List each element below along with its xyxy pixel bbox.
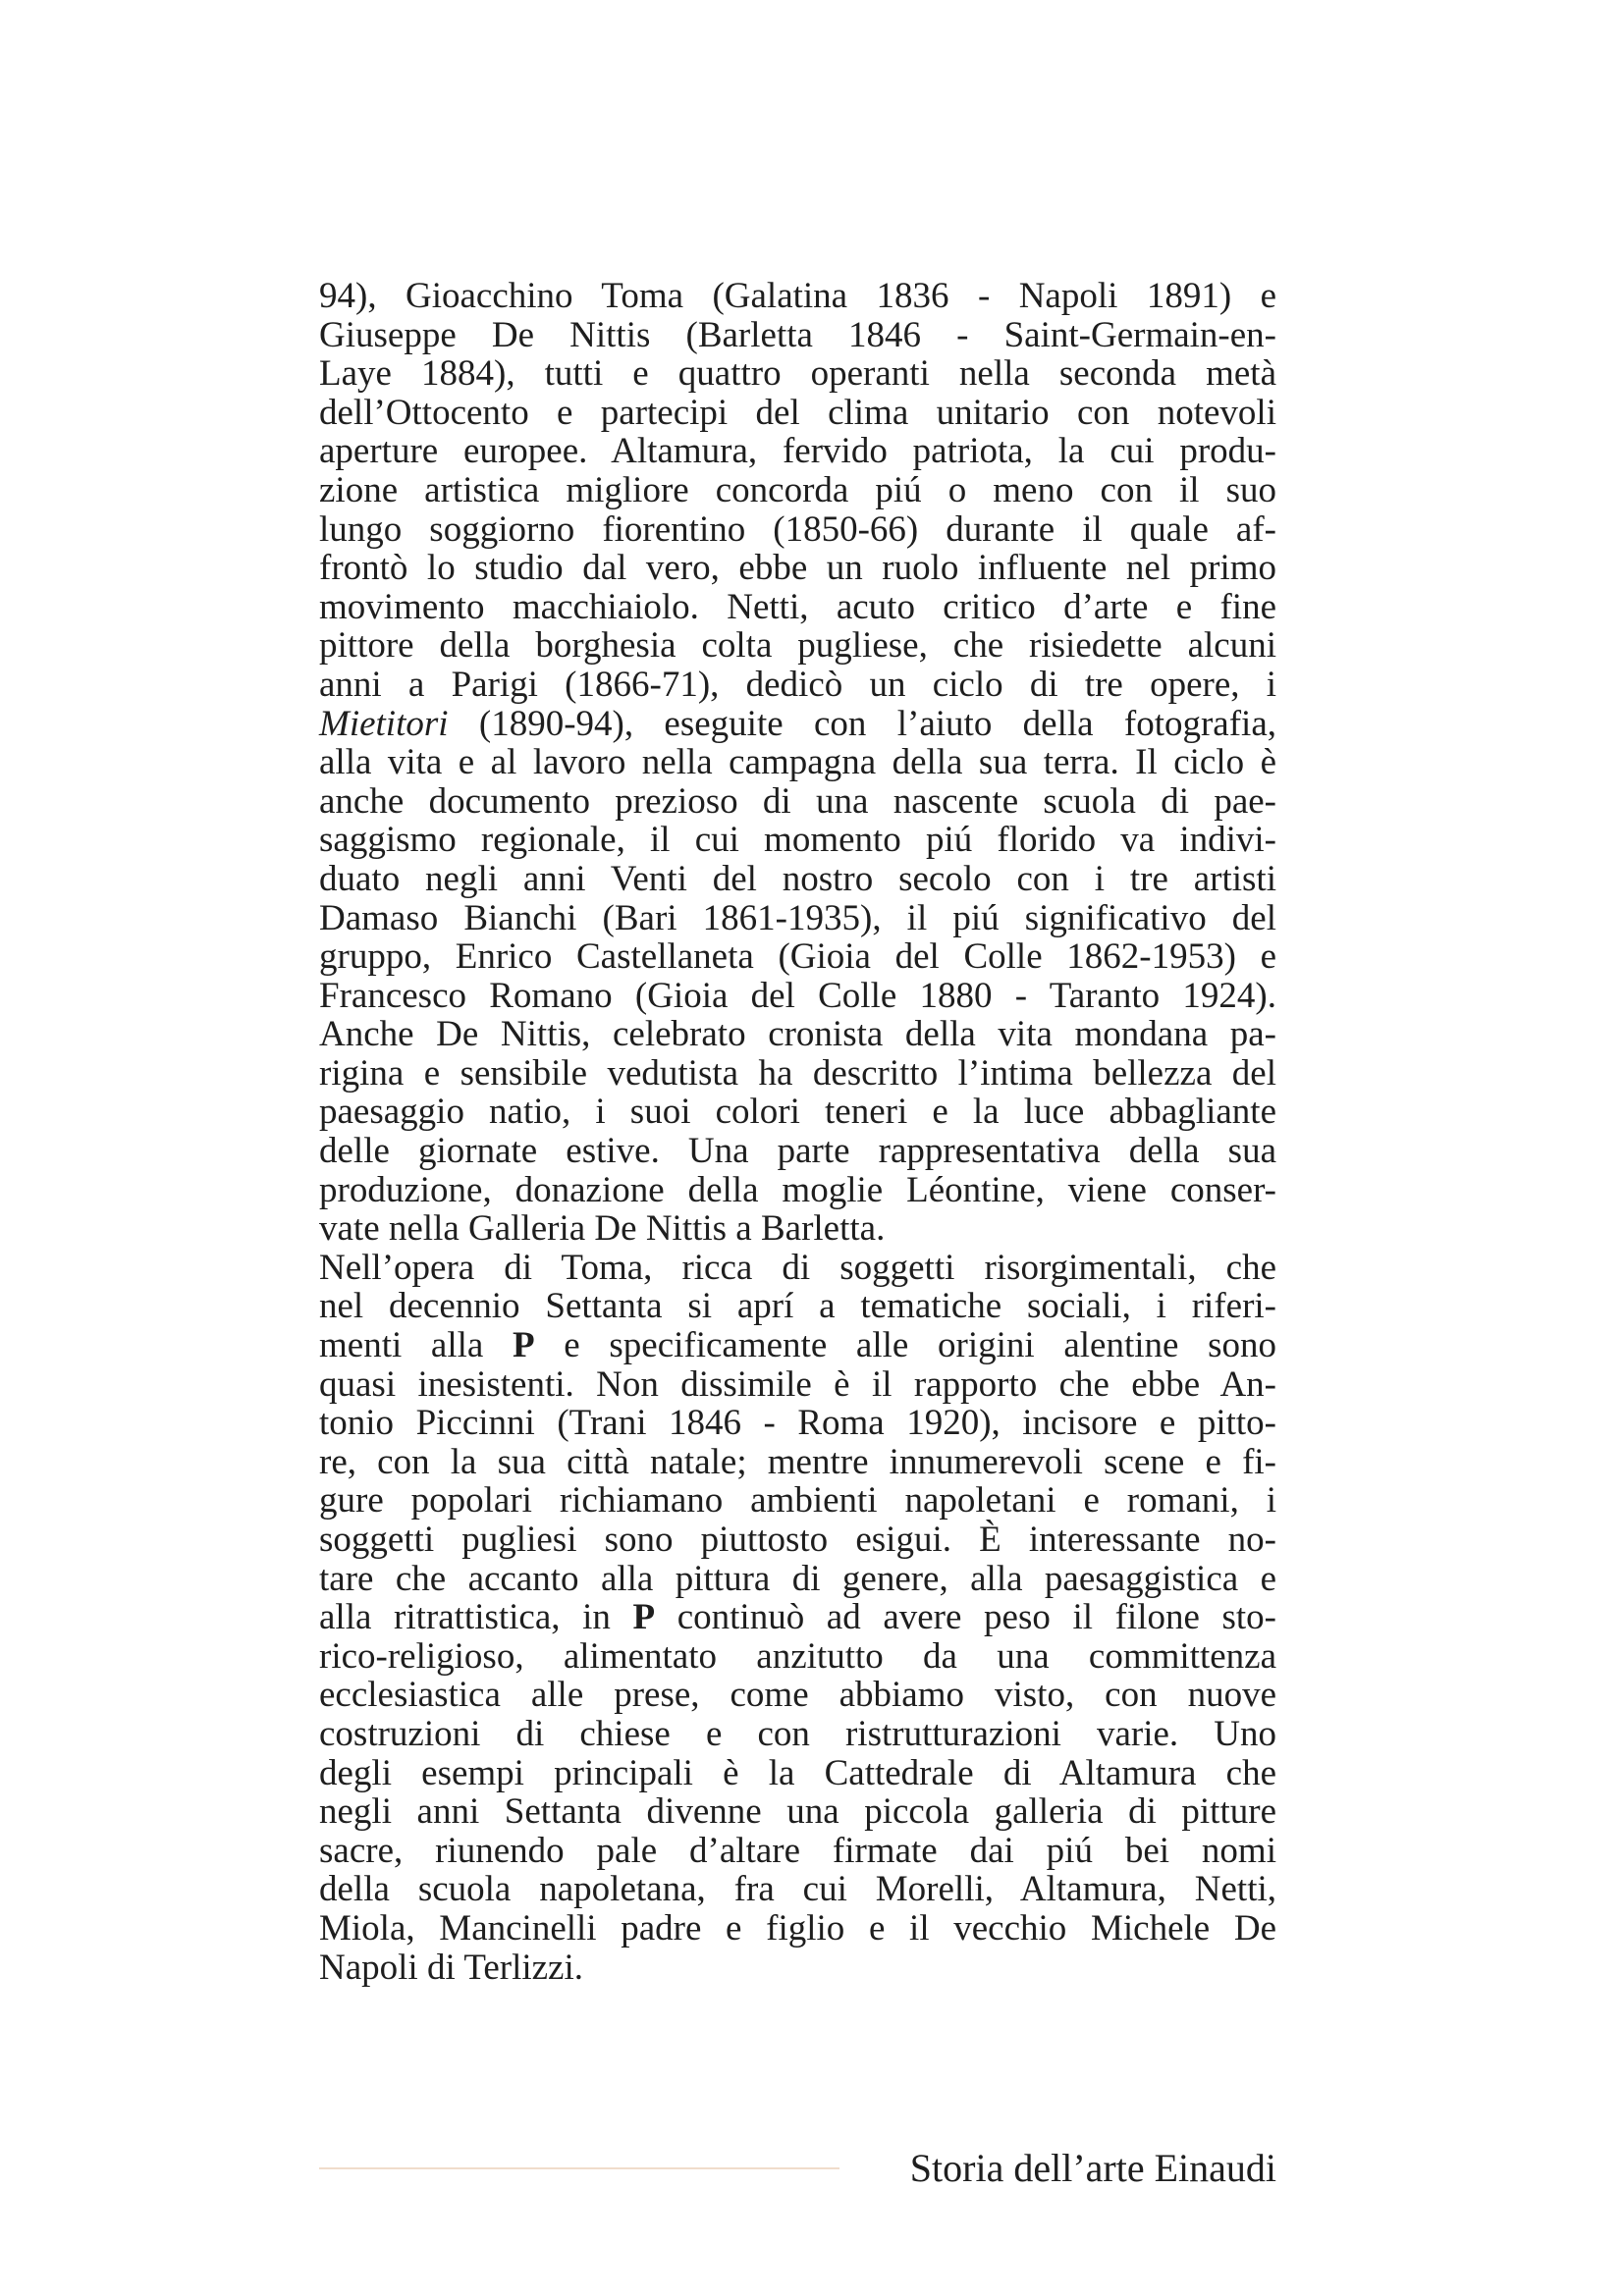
text-line: gruppo, Enrico Castellaneta (Gioia del Colle 1862-1953) e xyxy=(319,936,1276,978)
bold-abbreviation: P xyxy=(632,1597,656,1638)
text-line: nel decennio Settanta si aprí a tematiche sociali, i riferi- xyxy=(319,1286,1276,1327)
text-line xyxy=(319,1598,1276,1637)
text-line: rico-religioso, alimentato anzitutto da una committenza xyxy=(319,1635,1276,1677)
italic-title: Mietitori xyxy=(319,703,449,744)
text-line: Anche De Nittis, celebrato cronista della vita mondana pa- xyxy=(319,1014,1276,1055)
text-segment: continuò ad avere peso il filone sto- xyxy=(655,1597,1277,1638)
body-text xyxy=(319,277,1276,1987)
text-line: dell’Ottocento e partecipi del clima unitario con notevoli xyxy=(319,392,1276,433)
footer-divider xyxy=(319,2167,839,2169)
text-line: Miola, Mancinelli padre e figlio e il vecchio Michele De xyxy=(319,1907,1276,1949)
text-line: duato negli anni Venti del nostro secolo con i tre artisti xyxy=(319,858,1276,899)
text-line xyxy=(319,705,1276,744)
text-line: movimento macchiaiolo. Netti, acuto critico d’arte e fine xyxy=(319,586,1276,627)
text-line: vate nella Galleria De Nittis a Barletta. xyxy=(319,1208,886,1250)
text-line: frontò lo studio dal vero, ebbe un ruolo influente nel primo xyxy=(319,548,1276,589)
text-segment: menti alla xyxy=(319,1325,514,1366)
text-line: gure popolari richiamano ambienti napoletani e romani, i xyxy=(319,1480,1276,1522)
text-line: Francesco Romano (Gioia del Colle 1880 - Taranto 1924). xyxy=(319,975,1276,1016)
text-line: zione artistica migliore concorda piú o meno con il suo xyxy=(319,469,1276,510)
bold-abbreviation: P xyxy=(513,1325,535,1366)
text-line: Napoli di Terlizzi. xyxy=(319,1947,584,1988)
text-line: tare che accanto alla pittura di genere, alla paesaggistica e xyxy=(319,1558,1276,1599)
text-segment: e specificamente alle origini alentine sono xyxy=(534,1325,1276,1366)
text-line: aperture europee. Altamura, fervido patriota, la cui produ- xyxy=(319,431,1276,472)
text-line: saggismo regionale, il cui momento piú florido va indivi- xyxy=(319,820,1276,861)
text-line: Nell’opera di Toma, ricca di soggetti risorgimentali, che xyxy=(319,1247,1276,1288)
text-line: della scuola napoletana, fra cui Morelli, Altamura, Netti, xyxy=(319,1869,1276,1910)
text-line: re, con la sua città natale; mentre innumerevoli scene e fi- xyxy=(319,1441,1276,1482)
text-line: pittore della borghesia colta pugliese, che risiedette alcuni xyxy=(319,625,1276,667)
text-line: anche documento prezioso di una nascente scuola di pae- xyxy=(319,780,1276,822)
text-line: 94), Gioacchino Toma (Galatina 1836 - Napoli 1891) e xyxy=(319,276,1276,316)
text-line: tonio Piccinni (Trani 1846 - Roma 1920), incisore e pitto- xyxy=(319,1403,1276,1444)
text-line: negli anni Settanta divenne una piccola galleria di pitture xyxy=(319,1791,1276,1833)
text-line: rigina e sensibile vedutista ha descritto l’intima bellezza del xyxy=(319,1052,1276,1094)
text-line: sacre, riunendo pale d’altare firmate dai piú bei nomi xyxy=(319,1830,1276,1871)
text-line: quasi inesistenti. Non dissimile è il rapporto che ebbe An- xyxy=(319,1363,1276,1405)
footer-publication-title: Storia dell’arte Einaudi xyxy=(909,2146,1276,2190)
text-line: anni a Parigi (1866-71), dedicò un ciclo di tre opere, i xyxy=(319,664,1276,705)
text-line: alla vita e al lavoro nella campagna della sua terra. Il ciclo è xyxy=(319,742,1276,783)
text-line: costruzioni di chiese e con ristrutturazioni varie. Uno xyxy=(319,1713,1276,1754)
text-line: lungo soggiorno fiorentino (1850-66) durante il quale af- xyxy=(319,508,1276,550)
text-line xyxy=(319,1326,1276,1365)
text-line: produzione, donazione della moglie Léontine, viene conser- xyxy=(319,1169,1276,1210)
text-line: paesaggio natio, i suoi colori teneri e la luce abbagliante xyxy=(319,1092,1276,1133)
text-line: delle giornate estive. Una parte rappresentativa della sua xyxy=(319,1131,1276,1172)
text-line: Damaso Bianchi (Bari 1861-1935), il piú significativo del xyxy=(319,897,1276,938)
text-line: Giuseppe De Nittis (Barletta 1846 - Saint-Germain-en- xyxy=(319,314,1276,355)
text-line: Laye 1884), tutti e quattro operanti nella seconda metà xyxy=(319,353,1276,395)
text-line: soggetti pugliesi sono piuttosto esigui. È interessante no- xyxy=(319,1520,1276,1560)
text-segment: (1890-94), eseguite con l’aiuto della fotografia, xyxy=(448,703,1276,744)
text-line: ecclesiastica alle prese, come abbiamo visto, con nuove xyxy=(319,1675,1276,1716)
text-line: degli esempi principali è la Cattedrale di Altamura che xyxy=(319,1752,1276,1793)
text-segment: alla ritrattistica, in xyxy=(319,1597,633,1638)
